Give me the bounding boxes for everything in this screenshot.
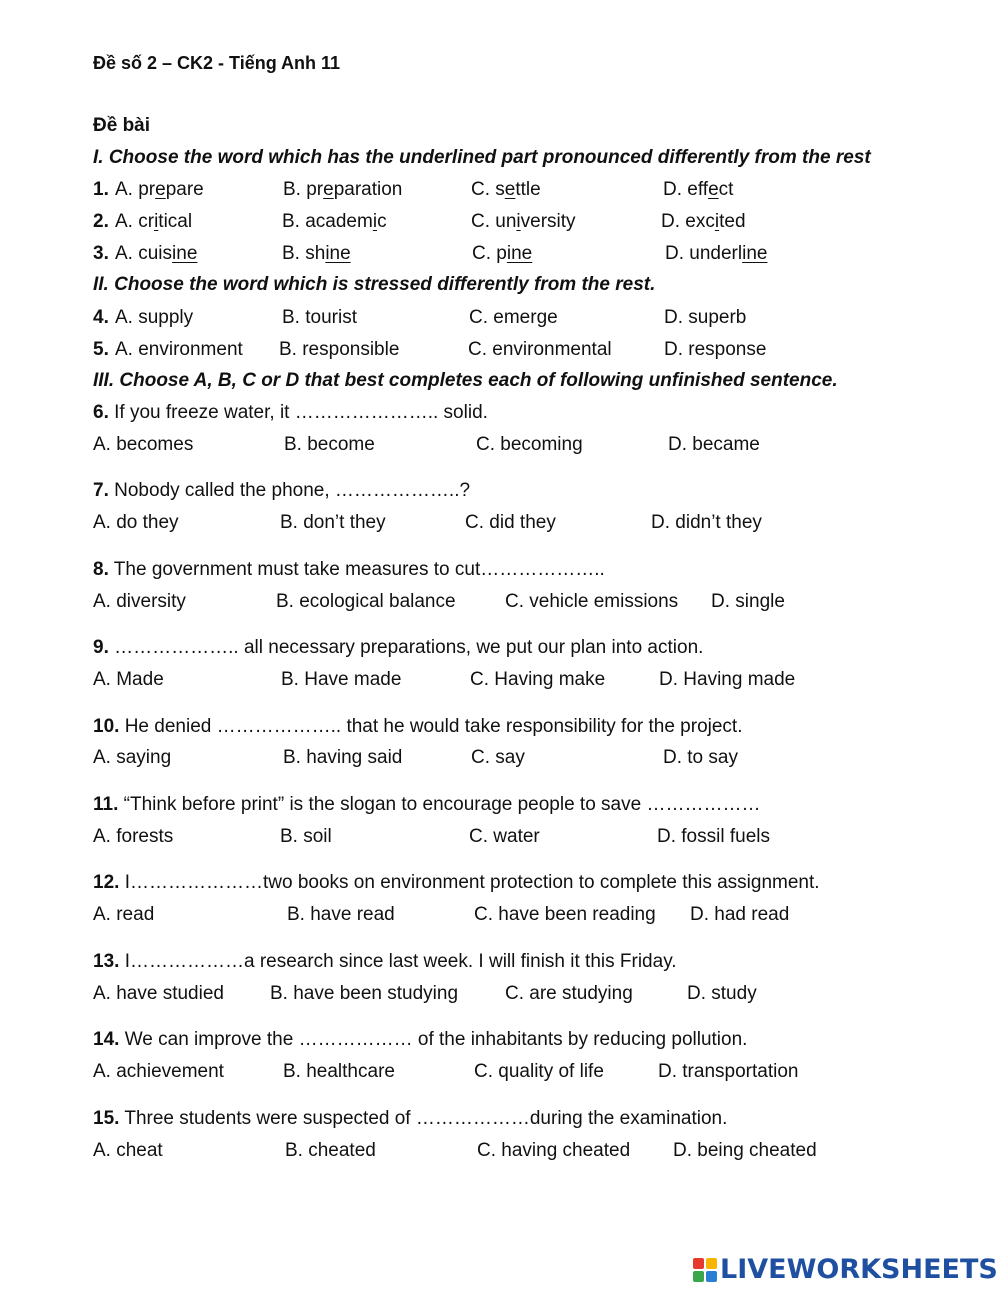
question-stem: 7. Nobody called the phone, ………………..? <box>93 480 471 501</box>
section-heading-2: II. Choose the word which is stressed differently from the rest. <box>93 274 656 295</box>
question-stem: 14. We can improve the ……………… of the inhabitants by reducing pollution. <box>93 1029 748 1050</box>
option-d[interactable]: D. excited <box>661 211 746 232</box>
question-number: 4. <box>93 307 109 328</box>
option-c[interactable]: C. did they <box>465 512 556 533</box>
option-b[interactable]: B. responsible <box>279 339 400 360</box>
logo-square-yellow <box>706 1258 717 1269</box>
option-d[interactable]: D. fossil fuels <box>657 826 770 847</box>
option-d[interactable]: D. became <box>668 434 760 455</box>
option-b[interactable]: B. academic <box>282 211 387 232</box>
option-d[interactable]: D. single <box>711 591 785 612</box>
option-c[interactable]: C. say <box>471 747 525 768</box>
logo-text: LIVEWORKSHEETS <box>720 1254 998 1285</box>
option-a[interactable]: A. do they <box>93 512 179 533</box>
option-a[interactable]: A. supply <box>115 307 194 328</box>
option-b[interactable]: B. have been studying <box>270 983 459 1004</box>
option-b[interactable]: B. soil <box>280 826 332 847</box>
option-b[interactable]: B. Have made <box>281 669 402 690</box>
option-a[interactable]: A. forests <box>93 826 174 847</box>
page-subtitle: Đề bài <box>93 115 151 136</box>
question-stem: 13. I………………a research since last week. I will finish it this Friday. <box>93 951 677 972</box>
option-c[interactable]: C. have been reading <box>474 904 656 925</box>
option-d[interactable]: D. transportation <box>658 1061 799 1082</box>
option-b[interactable]: B. tourist <box>282 307 357 328</box>
question-stem: 12. I…………………two books on environment protection to complete this assignment. <box>93 872 820 893</box>
option-b[interactable]: B. don’t they <box>280 512 386 533</box>
option-b[interactable]: B. preparation <box>283 179 403 200</box>
option-b[interactable]: B. healthcare <box>283 1061 395 1082</box>
logo-square-blue <box>706 1271 717 1282</box>
option-d[interactable]: D. study <box>687 983 757 1004</box>
option-a[interactable]: A. critical <box>115 211 193 232</box>
option-a[interactable]: A. environment <box>115 339 243 360</box>
option-b[interactable]: B. shine <box>282 243 351 264</box>
option-a[interactable]: A. read <box>93 904 155 925</box>
option-c[interactable]: C. emerge <box>469 307 558 328</box>
section-heading-1: I. Choose the word which has the underlined part pronounced differently from the rest <box>93 147 871 168</box>
option-a[interactable]: A. becomes <box>93 434 194 455</box>
question-stem: 6. If you freeze water, it ………………….. solid. <box>93 402 488 423</box>
option-d[interactable]: D. underline <box>665 243 768 264</box>
question-number: 1. <box>93 179 109 200</box>
logo-mark-icon <box>693 1258 717 1282</box>
option-c[interactable]: C. settle <box>471 179 541 200</box>
option-d[interactable]: D. to say <box>663 747 738 768</box>
option-c[interactable]: C. water <box>469 826 540 847</box>
option-c[interactable]: C. vehicle emissions <box>505 591 679 612</box>
question-stem: 9. ……………….. all necessary preparations, we put our plan into action. <box>93 637 704 658</box>
section-heading-3: III. Choose A, B, C or D that best completes each of following unfinished sentence. <box>93 370 838 391</box>
option-a[interactable]: A. cuisine <box>115 243 198 264</box>
question-stem: 8. The government must take measures to cut……………….. <box>93 559 605 580</box>
option-d[interactable]: D. didn’t they <box>651 512 762 533</box>
option-c[interactable]: C. becoming <box>476 434 583 455</box>
option-b[interactable]: B. become <box>284 434 375 455</box>
question-stem: 11. “Think before print” is the slogan to encourage people to save ……………… <box>93 794 761 815</box>
option-a[interactable]: A. prepare <box>115 179 204 200</box>
option-c[interactable]: C. are studying <box>505 983 633 1004</box>
question-number: 2. <box>93 211 109 232</box>
page-title: Đề số 2 – CK2 - Tiếng Anh 11 <box>93 53 341 73</box>
question-stem: 15. Three students were suspected of ………………during the examination. <box>93 1108 728 1129</box>
logo-square-red <box>693 1258 704 1269</box>
option-d[interactable]: D. being cheated <box>673 1140 817 1161</box>
option-b[interactable]: B. ecological balance <box>276 591 456 612</box>
question-number: 5. <box>93 339 109 360</box>
option-c[interactable]: C. environmental <box>468 339 612 360</box>
option-b[interactable]: B. cheated <box>285 1140 376 1161</box>
option-a[interactable]: A. cheat <box>93 1140 163 1161</box>
option-c[interactable]: C. pine <box>472 243 533 264</box>
liveworksheets-logo[interactable] <box>693 1256 998 1284</box>
logo-square-green <box>693 1271 704 1282</box>
option-d[interactable]: D. superb <box>664 307 747 328</box>
option-d[interactable]: D. response <box>664 339 767 360</box>
option-a[interactable]: A. saying <box>93 747 172 768</box>
option-d[interactable]: D. effect <box>663 179 734 200</box>
option-a[interactable]: A. Made <box>93 669 164 690</box>
option-a[interactable]: A. have studied <box>93 983 224 1004</box>
option-a[interactable]: A. diversity <box>93 591 186 612</box>
option-c[interactable]: C. quality of life <box>474 1061 604 1082</box>
option-c[interactable]: C. having cheated <box>477 1140 631 1161</box>
option-b[interactable]: B. having said <box>283 747 403 768</box>
option-b[interactable]: B. have read <box>287 904 395 925</box>
option-d[interactable]: D. had read <box>690 904 790 925</box>
option-c[interactable]: C. university <box>471 211 576 232</box>
question-number: 3. <box>93 243 109 264</box>
option-d[interactable]: D. Having made <box>659 669 796 690</box>
option-c[interactable]: C. Having make <box>470 669 606 690</box>
question-stem: 10. He denied ……………….. that he would take responsibility for the project. <box>93 716 743 737</box>
option-a[interactable]: A. achievement <box>93 1061 224 1082</box>
